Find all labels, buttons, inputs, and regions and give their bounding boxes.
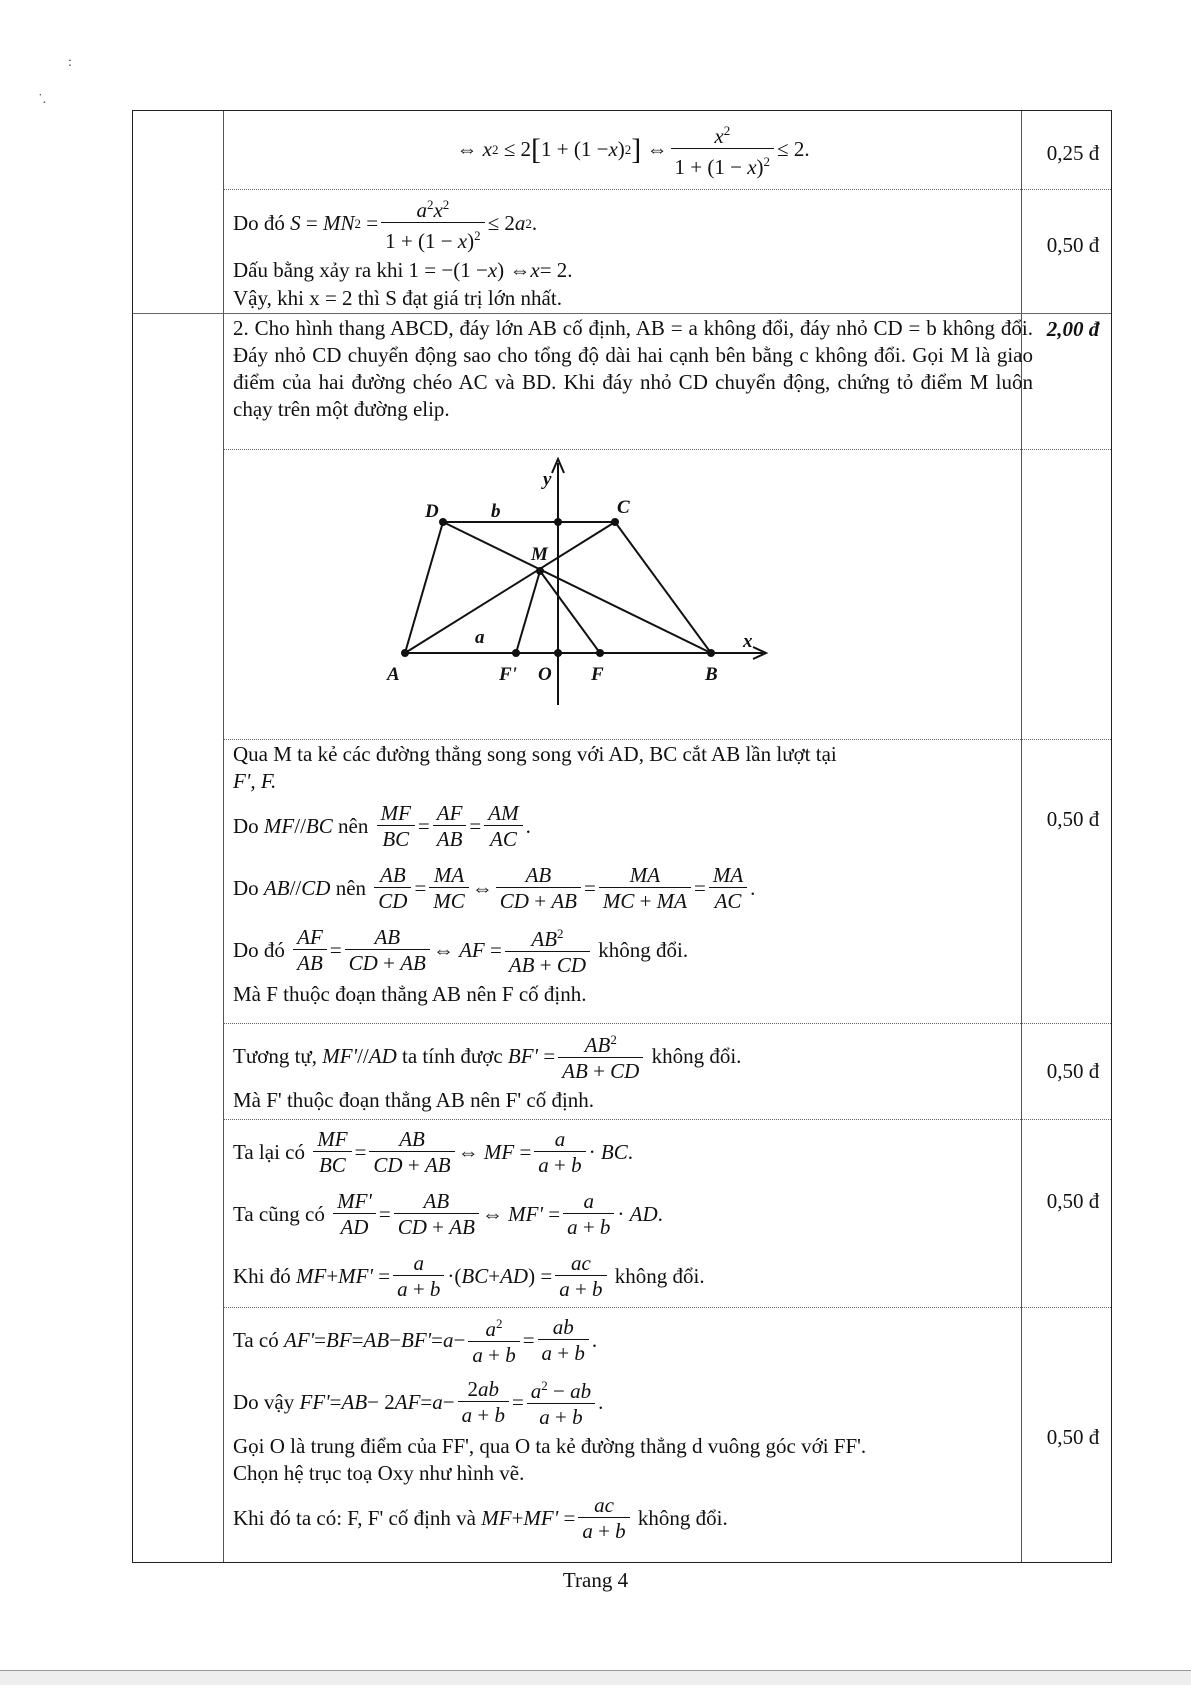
formula-line: Do đó S = MN 2 = $\frac{a^2x^2}{1 + (1 - x)^2}$ ≤ 2 a 2 . — [233, 191, 1033, 255]
text-khong-doi: không đổi. — [598, 937, 689, 962]
label-A: A — [387, 664, 400, 685]
column-divider — [223, 111, 224, 1562]
label-O: O — [538, 664, 552, 685]
AF-prime-line: Ta có AF' = BF = AB − BF' = a − $\frac{a^2}{a + b}$ = $\frac{ab}{a + b}$ . — [233, 1309, 1033, 1371]
text-khi-do-ta-co: Khi đó ta có: F, F' cố định và — [233, 1505, 476, 1530]
label-a: a — [475, 627, 485, 648]
text-tuong-tu: Tương tự, — [233, 1043, 318, 1068]
intro-line: Qua M ta kẻ các đường thẳng song song với AD, BC cắt AB lần lượt tại — [233, 742, 837, 766]
row-7-content — [233, 1121, 1033, 1307]
text-ta-cung-co: Ta cũng có — [233, 1201, 325, 1226]
text-nen: nên — [335, 875, 367, 900]
score-row-1: 0,25 đ — [1046, 141, 1100, 165]
text-do-do: Do đó — [233, 937, 285, 962]
text-khong-doi: không đổi. — [614, 1263, 705, 1288]
label-D: D — [425, 501, 439, 522]
MF-prime-line: Ta cũng có $\frac{MF'}{AD}$ = $\frac{AB}{CD + AB}$ ⇔ MF' = $\frac{a}{a + b}$ · AD . — [233, 1188, 663, 1239]
label-F: F — [591, 664, 604, 685]
row-6-content — [233, 1025, 1033, 1114]
point-F-prime — [512, 649, 520, 657]
page-number: Trang 4 — [562, 1568, 629, 1592]
scan-speck: : — [68, 55, 72, 70]
row-5-content — [233, 741, 1033, 1008]
text-khong-doi: không đổi. — [637, 1505, 728, 1530]
problem-statement: 2. Cho hình thang ABCD, đáy lớn AB cố định, AB = a không đổi, đáy nhỏ CD = b không đổi. Đáy nhỏ CD chuyển động sao cho tổng độ dài hai cạnh bên bằng c không đổi. Gọi M là giao điểm của hai đường chéo AC và BD. Khi đáy nhỏ CD chuyển động, chứng tỏ điểm M luôn chạy trên một đường elip. — [233, 316, 1033, 421]
label-b: b — [491, 501, 501, 522]
final-line: Khi đó ta có: F, F' cố định và MF + MF' = $\frac{ac}{a + b}$ không đổi. — [233, 1492, 728, 1543]
text-nen: nên — [338, 813, 369, 838]
text-ta-lai-co: Ta lại có — [233, 1139, 305, 1164]
sum-line: Khi đó MF + MF' = $\frac{a}{a + b}$ ·( BC + AD ) = $\frac{ac}{a + b}$ không đổi. — [233, 1250, 705, 1301]
row-divider — [223, 1307, 1111, 1308]
row-divider — [223, 189, 1111, 190]
score-row-6: 0,50 đ — [1046, 1059, 1100, 1083]
text-do: Do — [233, 875, 259, 900]
side-BC — [615, 522, 711, 653]
row-2-content — [233, 191, 1033, 312]
label-F-prime: F' — [499, 664, 517, 685]
parallel-AB-CD-line: Do AB // CD nên $\frac{AB}{CD}$ = $\frac{MA}{MC}$ ⇔ $\frac{AB}{CD + AB}$ = $\frac{MA}{MC + MA}$ = $\frac{MA}{AC}$ . — [233, 862, 756, 913]
score-row-2: 0,50 đ — [1046, 233, 1100, 257]
midpoint-line: Gọi O là trung điểm của FF', qua O ta kẻ đường thẳng d vuông góc với FF'. — [233, 1434, 867, 1458]
AF-result-line: Do đó $\frac{AF}{AB}$ = $\frac{AB}{CD + AB}$ ⇔ AF = $\frac{AB^2}{AB + CD}$ không đổi. — [233, 919, 1033, 981]
F-fixed-line: Mà F thuộc đoạn thẳng AB nên F cố định. — [233, 982, 587, 1006]
inequality-line: ⇔ x 2 ≤ 2 [ 1 + (1 − x ) 2 ] ⇔ $\frac{x^2}{1 + (1 - x)^2}$ ≤ 2. — [233, 117, 1033, 181]
score-row-3: 2,00 đ — [1046, 317, 1100, 341]
point-M — [536, 567, 544, 575]
score-row-5: 0,50 đ — [1046, 807, 1100, 831]
text-equality: Dấu bằng xảy ra khi — [233, 257, 404, 282]
row-divider — [223, 739, 1111, 740]
row-divider — [223, 449, 1111, 450]
label-x: x — [743, 631, 753, 652]
point-on-DC — [554, 518, 562, 526]
point-C — [611, 518, 619, 526]
text-khong-doi: không đổi. — [651, 1043, 742, 1068]
scan-speck: ˙. — [38, 92, 47, 107]
segment-MF-prime — [516, 571, 540, 653]
label-C: C — [617, 497, 630, 518]
score-row-8: 0,50 đ — [1046, 1425, 1100, 1449]
parallel-MF-BC-line: Do MF // BC nên $\frac{MF}{BC}$ = $\frac{AF}{AB}$ = $\frac{AM}{AC}$ . — [233, 800, 531, 851]
conclusion-line: Vậy, khi x = 2 thì S đạt giá trị lớn nhất. — [233, 286, 562, 310]
score-row-7: 0,50 đ — [1046, 1189, 1100, 1213]
point-F — [596, 649, 604, 657]
row-1-content — [233, 117, 1033, 181]
intro-line-2: F', F. — [233, 769, 277, 793]
text-prefix: Do đó — [233, 210, 285, 235]
trapezoid-figure — [383, 455, 783, 735]
point-B — [707, 649, 715, 657]
equality-line: Dấu bằng xảy ra khi 1 = −(1 − x ) ⇔ x = 2. — [233, 257, 573, 282]
MF-line: Ta lại có $\frac{MF}{BC}$ = $\frac{AB}{CD + AB}$ ⇔ MF = $\frac{a}{a + b}$ · BC . — [233, 1126, 633, 1177]
FF-prime-line: Do vậy FF' = AB − 2 AF = a − $\frac{2ab}{a + b}$ = $\frac{a^2 - ab}{a + b}$ . — [233, 1371, 1033, 1433]
point-D — [439, 518, 447, 526]
row-divider — [223, 1023, 1111, 1024]
point-A — [401, 649, 409, 657]
BF-prime-line: Tương tự, MF' // AD ta tính được BF' = $\frac{AB^2}{AB + CD}$ không đổi. — [233, 1025, 1033, 1087]
answer-table — [132, 110, 1112, 1563]
text-khi-do: Khi đó — [233, 1263, 291, 1288]
row-divider — [223, 1119, 1111, 1120]
axis-choice-line: Chọn hệ trục toạ Oxy như hình vẽ. — [233, 1461, 525, 1485]
text-do-vay: Do vậy — [233, 1389, 295, 1414]
row-8-content — [233, 1309, 1033, 1549]
bottom-edge — [0, 1670, 1191, 1685]
F-prime-fixed-line: Mà F' thuộc đoạn thẳng AB nên F' cố định. — [233, 1088, 595, 1112]
label-y: y — [543, 469, 552, 490]
text-do: Do — [233, 813, 259, 838]
label-B: B — [705, 664, 718, 685]
point-O — [554, 649, 562, 657]
text-ta-co: Ta có — [233, 1327, 279, 1352]
label-M: M — [531, 544, 548, 565]
text-ta-tinh-duoc: ta tính được — [402, 1043, 503, 1068]
row-divider — [133, 313, 1111, 314]
